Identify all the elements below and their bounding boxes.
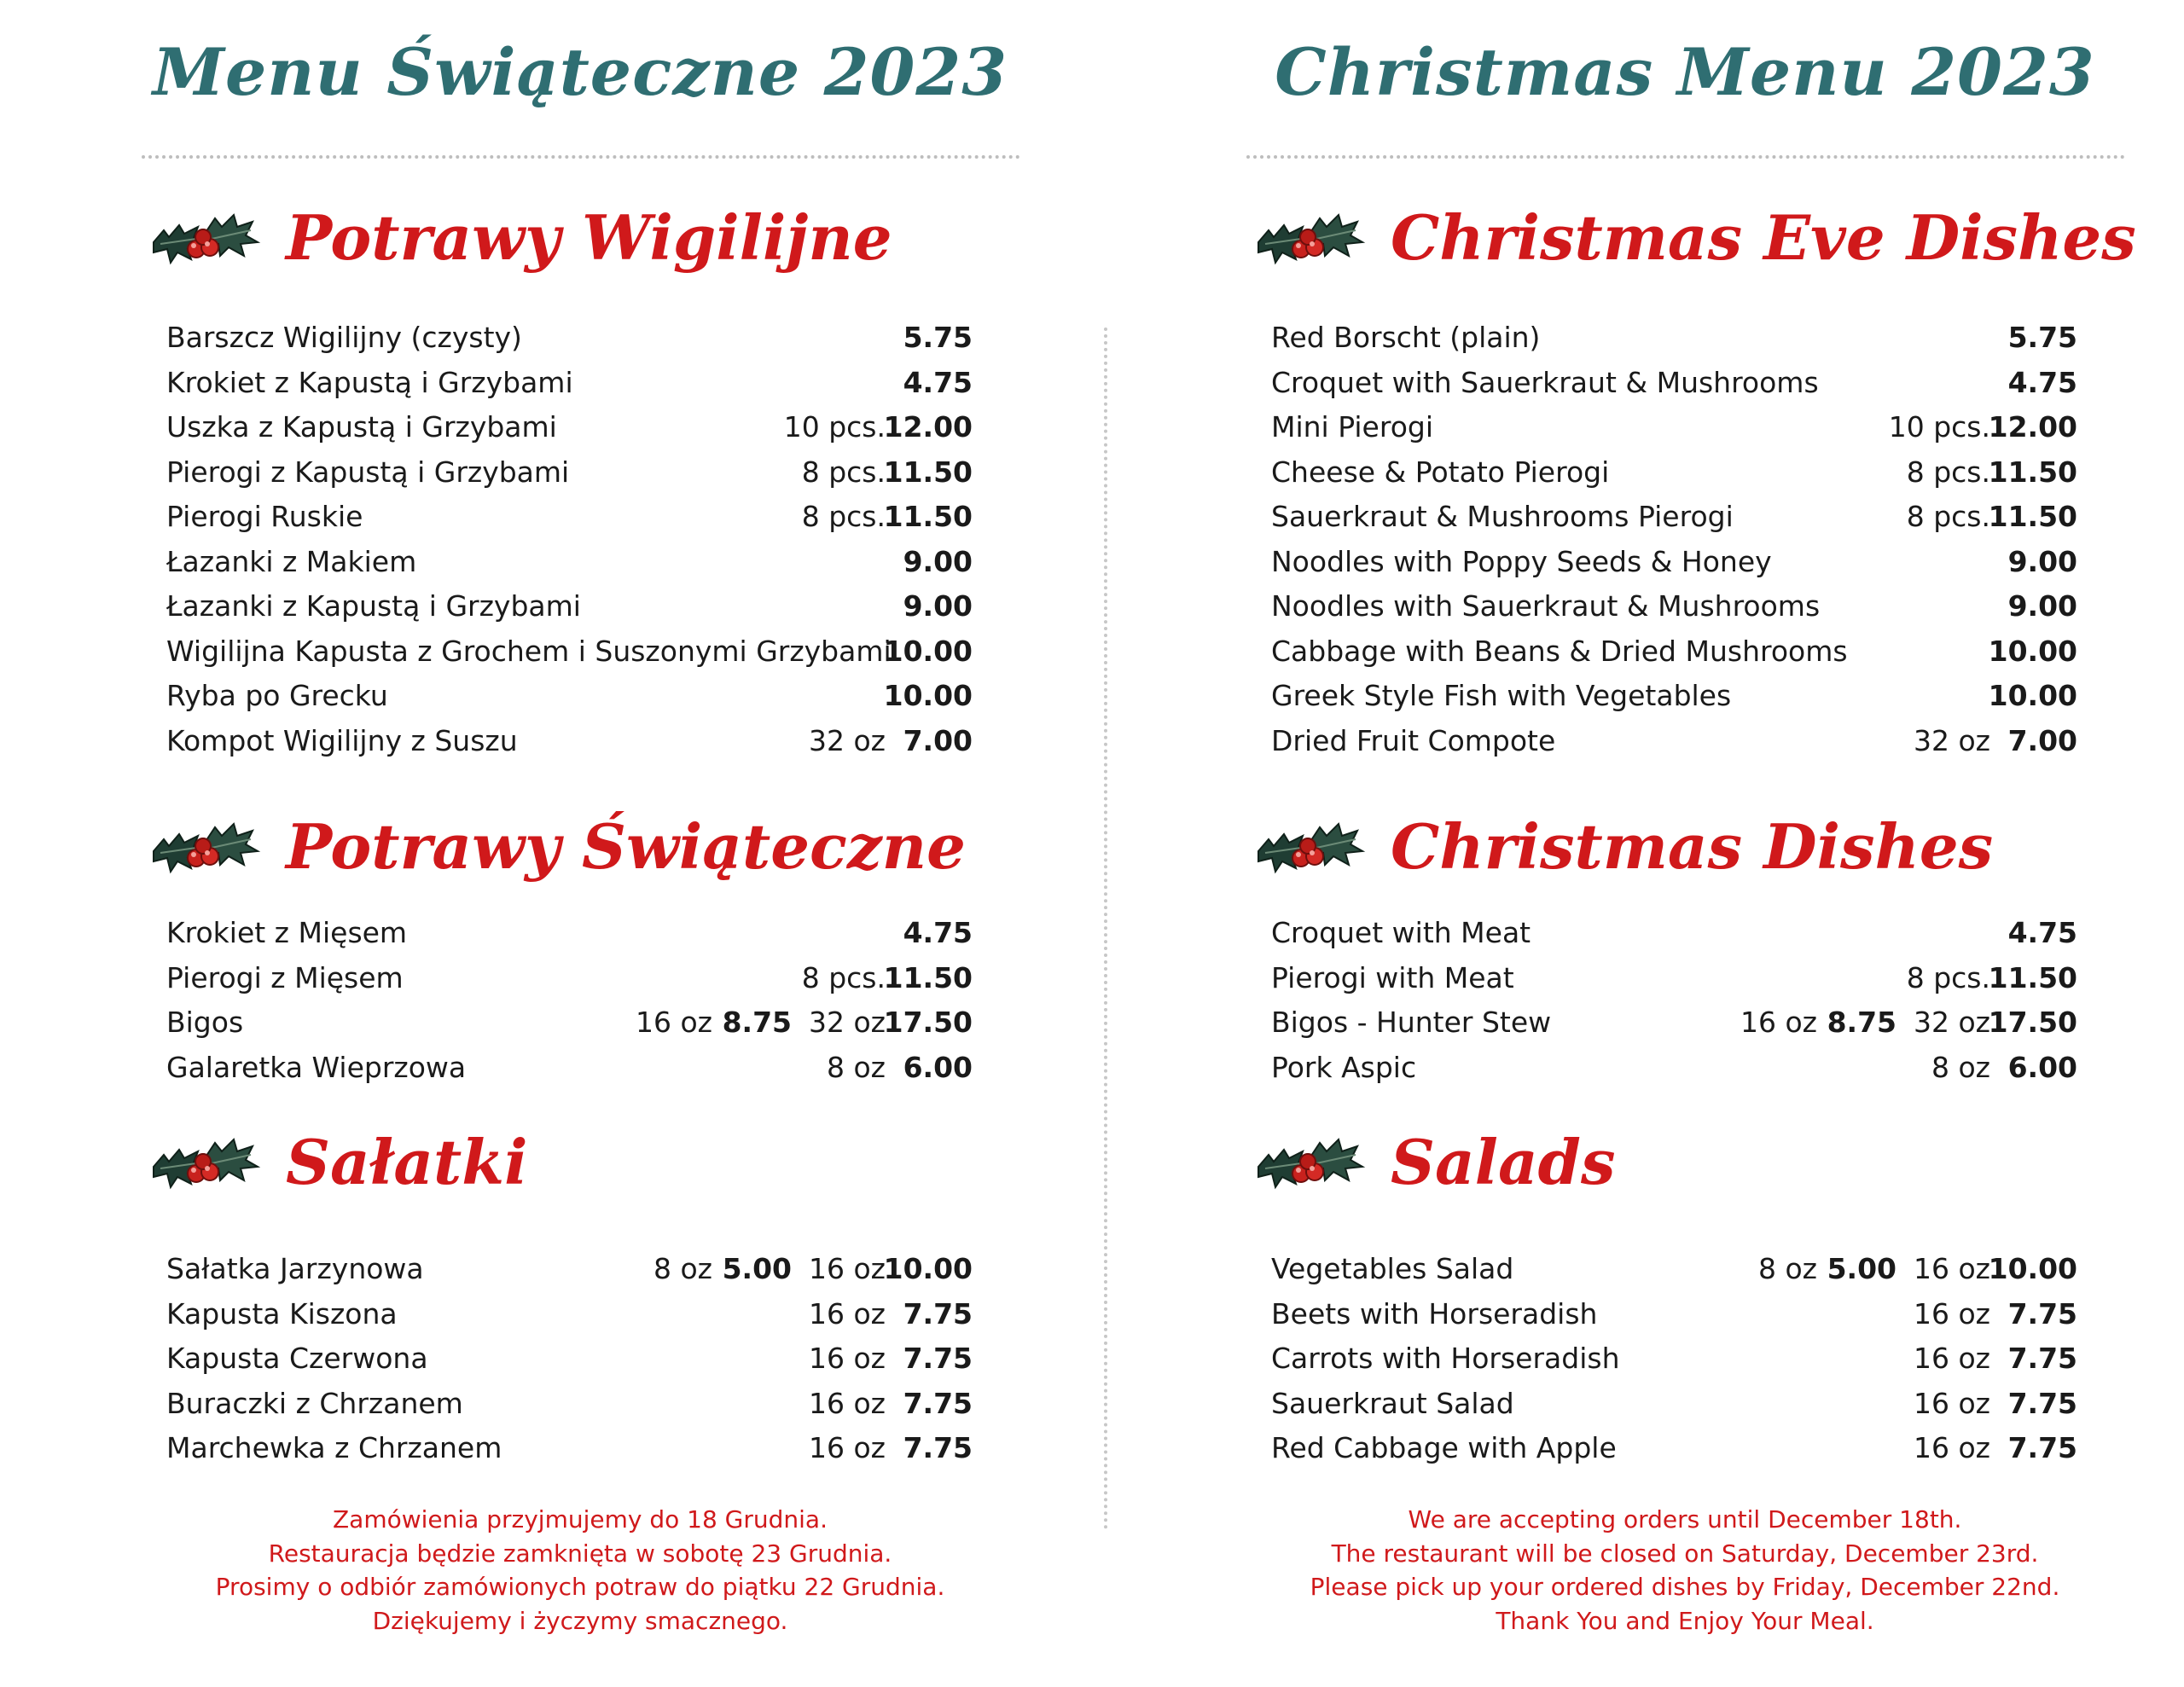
item-name: Sałatka Jarzynowa <box>166 1252 424 1285</box>
menu-item <box>166 584 973 629</box>
menu-item <box>166 1382 973 1427</box>
item-name: Marchewka z Chrzanem <box>166 1431 502 1464</box>
menu-item <box>1271 956 2077 1001</box>
item-price: 10.00 <box>883 1252 973 1285</box>
item-name: Ryba po Grecku <box>166 679 388 712</box>
item-name: Pierogi with Meat <box>1271 960 1514 994</box>
title-divider-polish <box>142 155 1020 159</box>
section-heading-salads-english <box>1241 1117 2129 1211</box>
item-list-salads-polish <box>166 1247 973 1471</box>
menu-item <box>166 719 973 764</box>
item-name: Łazanki z Kapustą i Grzybami <box>166 589 581 623</box>
menu-item <box>166 1000 973 1046</box>
menu-item <box>1271 405 2077 450</box>
section-title: Christmas Eve Dishes <box>1391 201 2136 274</box>
order-notes-english <box>1241 1503 2129 1638</box>
note-line: We are accepting orders until December 18th. <box>1408 1505 1962 1533</box>
item-price-small: 5.00 <box>1827 1252 1896 1285</box>
item-price: 7.75 <box>2007 1342 2077 1375</box>
item-price: 7.75 <box>2007 1431 2077 1464</box>
menu-item <box>1271 1292 2077 1337</box>
item-price: 7.75 <box>903 1296 973 1330</box>
item-price: 7.75 <box>2007 1296 2077 1330</box>
item-quantity: 8 pcs. <box>801 500 886 533</box>
note-line: The restaurant will be closed on Saturday, December 23rd. <box>1331 1539 2039 1568</box>
menu-item <box>166 1426 973 1471</box>
note-line: Please pick up your ordered dishes by Friday, December 22nd. <box>1310 1573 2060 1601</box>
item-quantity: 16 oz <box>809 1296 886 1330</box>
menu-item <box>1271 450 2077 496</box>
item-name: Noodles with Poppy Seeds & Honey <box>1271 544 1772 578</box>
item-quantity: 16 oz <box>1914 1252 1990 1285</box>
menu-item <box>166 495 973 540</box>
menu-item <box>166 1046 973 1091</box>
item-list-christmas-polish <box>166 911 973 1090</box>
item-quantity: 32 oz <box>809 723 886 757</box>
section-heading-salads-polish <box>136 1117 1024 1211</box>
item-name: Mini Pierogi <box>1271 410 1434 443</box>
item-quantity: 32 oz <box>809 1006 886 1039</box>
menu-item <box>1271 584 2077 629</box>
page-title-english: Christmas Menu 2023 <box>1275 34 2095 110</box>
item-price: 6.00 <box>903 1050 973 1084</box>
item-price: 9.00 <box>903 544 973 578</box>
item-price: 5.75 <box>2007 321 2077 354</box>
item-price: 11.50 <box>883 960 973 994</box>
note-line: Restauracja będzie zamknięta w sobotę 23 Grudnia. <box>268 1539 892 1568</box>
menu-item <box>1271 540 2077 585</box>
menu-item <box>1271 719 2077 764</box>
english-menu-column <box>1241 0 2136 1687</box>
item-name: Cheese & Potato Pierogi <box>1271 455 1610 489</box>
item-quantity: 16 oz <box>1914 1342 1990 1375</box>
section-title: Potrawy Wigilijne <box>286 201 892 274</box>
item-quantity-small: 8 oz <box>1758 1252 1817 1285</box>
polish-menu-column <box>136 0 1024 1687</box>
menu-item <box>1271 361 2077 406</box>
item-price: 17.50 <box>1988 1006 2077 1039</box>
menu-item <box>1271 1336 2077 1382</box>
menu-item <box>1271 1247 2077 1292</box>
section-heading-christmas-english <box>1241 802 2129 896</box>
menu-item <box>1271 1382 2077 1427</box>
item-price: 7.75 <box>903 1342 973 1375</box>
item-quantity: 8 pcs. <box>1906 455 1990 489</box>
note-line: Prosimy o odbiór zamówionych potraw do piątku 22 Grudnia. <box>215 1573 945 1601</box>
item-quantity: 10 pcs. <box>783 410 886 443</box>
holly-icon <box>136 802 264 887</box>
item-price: 11.50 <box>1988 960 2077 994</box>
item-quantity: 8 pcs. <box>1906 500 1990 533</box>
item-name: Barszcz Wigilijny (czysty) <box>166 321 522 354</box>
item-name: Uszka z Kapustą i Grzybami <box>166 410 557 443</box>
item-quantity: 10 pcs. <box>1888 410 1990 443</box>
section-title: Christmas Dishes <box>1391 810 1994 883</box>
item-name: Pierogi z Mięsem <box>166 960 404 994</box>
item-name: Carrots with Horseradish <box>1271 1342 1620 1375</box>
item-name: Pork Aspic <box>1271 1050 1417 1084</box>
item-quantity-small: 16 oz <box>636 1006 712 1039</box>
note-line: Zamówienia przyjmujemy do 18 Grudnia. <box>333 1505 828 1533</box>
page-title-polish: Menu Świąteczne 2023 <box>152 34 1008 110</box>
menu-item <box>166 1247 973 1292</box>
item-quantity: 8 oz <box>1931 1050 1990 1084</box>
item-name: Vegetables Salad <box>1271 1252 1514 1285</box>
menu-item <box>1271 1046 2077 1091</box>
holly-icon <box>136 193 264 278</box>
item-name: Kompot Wigilijny z Suszu <box>166 723 518 757</box>
column-divider <box>1104 328 1107 1530</box>
item-name: Bigos - Hunter Stew <box>1271 1006 1552 1039</box>
item-name: Łazanki z Makiem <box>166 544 417 578</box>
item-price: 9.00 <box>903 589 973 623</box>
item-name: Cabbage with Beans & Dried Mushrooms <box>1271 634 1848 668</box>
item-name: Sauerkraut & Mushrooms Pierogi <box>1271 500 1734 533</box>
section-heading-christmas-eve-polish <box>136 193 1024 287</box>
holly-icon <box>1241 802 1369 887</box>
holly-icon <box>1241 1117 1369 1203</box>
item-quantity: 32 oz <box>1914 1006 1990 1039</box>
menu-item <box>166 361 973 406</box>
item-name: Beets with Horseradish <box>1271 1296 1598 1330</box>
item-quantity: 16 oz <box>1914 1386 1990 1420</box>
menu-item <box>1271 1426 2077 1471</box>
item-name: Red Borscht (plain) <box>1271 321 1541 354</box>
item-price: 7.00 <box>2007 723 2077 757</box>
menu-item <box>166 1336 973 1382</box>
note-line: Thank You and Enjoy Your Meal. <box>1496 1606 1874 1635</box>
item-name: Croquet with Meat <box>1271 916 1531 949</box>
section-heading-christmas-eve-english <box>1241 193 2136 287</box>
item-name: Buraczki z Chrzanem <box>166 1386 463 1420</box>
item-price: 11.50 <box>1988 500 2077 533</box>
item-name: Croquet with Sauerkraut & Mushrooms <box>1271 365 1819 399</box>
item-list-salads-english <box>1271 1247 2077 1471</box>
item-list-christmas-eve-english <box>1271 316 2077 763</box>
item-name: Pierogi z Kapustą i Grzybami <box>166 455 570 489</box>
item-name: Krokiet z Mięsem <box>166 916 408 949</box>
item-quantity: 8 pcs. <box>801 960 886 994</box>
item-list-christmas-eve-polish <box>166 316 973 763</box>
item-quantity: 16 oz <box>809 1431 886 1464</box>
item-price: 4.75 <box>903 365 973 399</box>
item-price: 4.75 <box>903 916 973 949</box>
holly-icon <box>136 1117 264 1203</box>
item-price: 6.00 <box>2007 1050 2077 1084</box>
item-price: 5.75 <box>903 321 973 354</box>
holly-icon <box>1241 193 1369 278</box>
item-price: 7.75 <box>903 1431 973 1464</box>
item-price: 10.00 <box>1988 634 2077 668</box>
menu-item <box>166 450 973 496</box>
item-list-christmas-english <box>1271 911 2077 1090</box>
order-notes-polish <box>136 1503 1024 1638</box>
item-name: Red Cabbage with Apple <box>1271 1431 1617 1464</box>
item-name: Wigilijna Kapusta z Grochem i Suszonymi Grzybami <box>166 634 892 668</box>
item-price: 4.75 <box>2007 365 2077 399</box>
item-price: 7.00 <box>903 723 973 757</box>
menu-item <box>1271 495 2077 540</box>
item-quantity: 16 oz <box>1914 1431 1990 1464</box>
item-name: Kapusta Czerwona <box>166 1342 428 1375</box>
menu-item <box>166 540 973 585</box>
item-name: Sauerkraut Salad <box>1271 1386 1514 1420</box>
item-quantity-small: 8 oz <box>653 1252 712 1285</box>
title-divider-english <box>1246 155 2125 159</box>
item-price: 17.50 <box>883 1006 973 1039</box>
item-quantity-small: 16 oz <box>1740 1006 1817 1039</box>
item-price: 10.00 <box>883 679 973 712</box>
section-title: Sałatki <box>286 1126 528 1198</box>
item-name: Pierogi Ruskie <box>166 500 363 533</box>
item-price: 9.00 <box>2007 544 2077 578</box>
item-name: Bigos <box>166 1006 244 1039</box>
menu-item <box>1271 674 2077 719</box>
item-price: 10.00 <box>1988 1252 2077 1285</box>
item-price: 7.75 <box>2007 1386 2077 1420</box>
item-quantity: 8 pcs. <box>801 455 886 489</box>
item-price: 11.50 <box>1988 455 2077 489</box>
item-quantity: 8 pcs. <box>1906 960 1990 994</box>
item-name: Krokiet z Kapustą i Grzybami <box>166 365 573 399</box>
item-price: 9.00 <box>2007 589 2077 623</box>
menu-item <box>166 1292 973 1337</box>
item-price: 11.50 <box>883 455 973 489</box>
menu-item <box>166 674 973 719</box>
item-quantity: 16 oz <box>809 1252 886 1285</box>
section-heading-christmas-polish <box>136 802 1024 896</box>
item-price-small: 5.00 <box>722 1252 792 1285</box>
item-quantity: 8 oz <box>827 1050 886 1084</box>
item-price-small: 8.75 <box>1827 1006 1896 1039</box>
menu-item <box>1271 1000 2077 1046</box>
item-name: Noodles with Sauerkraut & Mushrooms <box>1271 589 1821 623</box>
item-price: 12.00 <box>1988 410 2077 443</box>
menu-item <box>166 911 973 956</box>
menu-item <box>166 316 973 361</box>
item-price: 12.00 <box>883 410 973 443</box>
item-quantity: 16 oz <box>809 1342 886 1375</box>
menu-item <box>166 956 973 1001</box>
item-price: 4.75 <box>2007 916 2077 949</box>
menu-item <box>1271 629 2077 675</box>
item-price: 7.75 <box>903 1386 973 1420</box>
item-name: Greek Style Fish with Vegetables <box>1271 679 1732 712</box>
item-name: Galaretka Wieprzowa <box>166 1050 467 1084</box>
item-quantity: 16 oz <box>1914 1296 1990 1330</box>
item-name: Dried Fruit Compote <box>1271 723 1556 757</box>
item-price: 11.50 <box>883 500 973 533</box>
menu-item <box>166 629 973 675</box>
item-price: 10.00 <box>1988 679 2077 712</box>
item-price-small: 8.75 <box>722 1006 792 1039</box>
menu-item <box>166 405 973 450</box>
section-title: Salads <box>1391 1126 1616 1198</box>
section-title: Potrawy Świąteczne <box>286 810 966 883</box>
item-quantity: 32 oz <box>1914 723 1990 757</box>
item-price: 10.00 <box>883 634 973 668</box>
menu-item <box>1271 911 2077 956</box>
item-quantity: 16 oz <box>809 1386 886 1420</box>
note-line: Dziękujemy i życzymy smacznego. <box>372 1606 788 1635</box>
item-name: Kapusta Kiszona <box>166 1296 398 1330</box>
menu-item <box>1271 316 2077 361</box>
